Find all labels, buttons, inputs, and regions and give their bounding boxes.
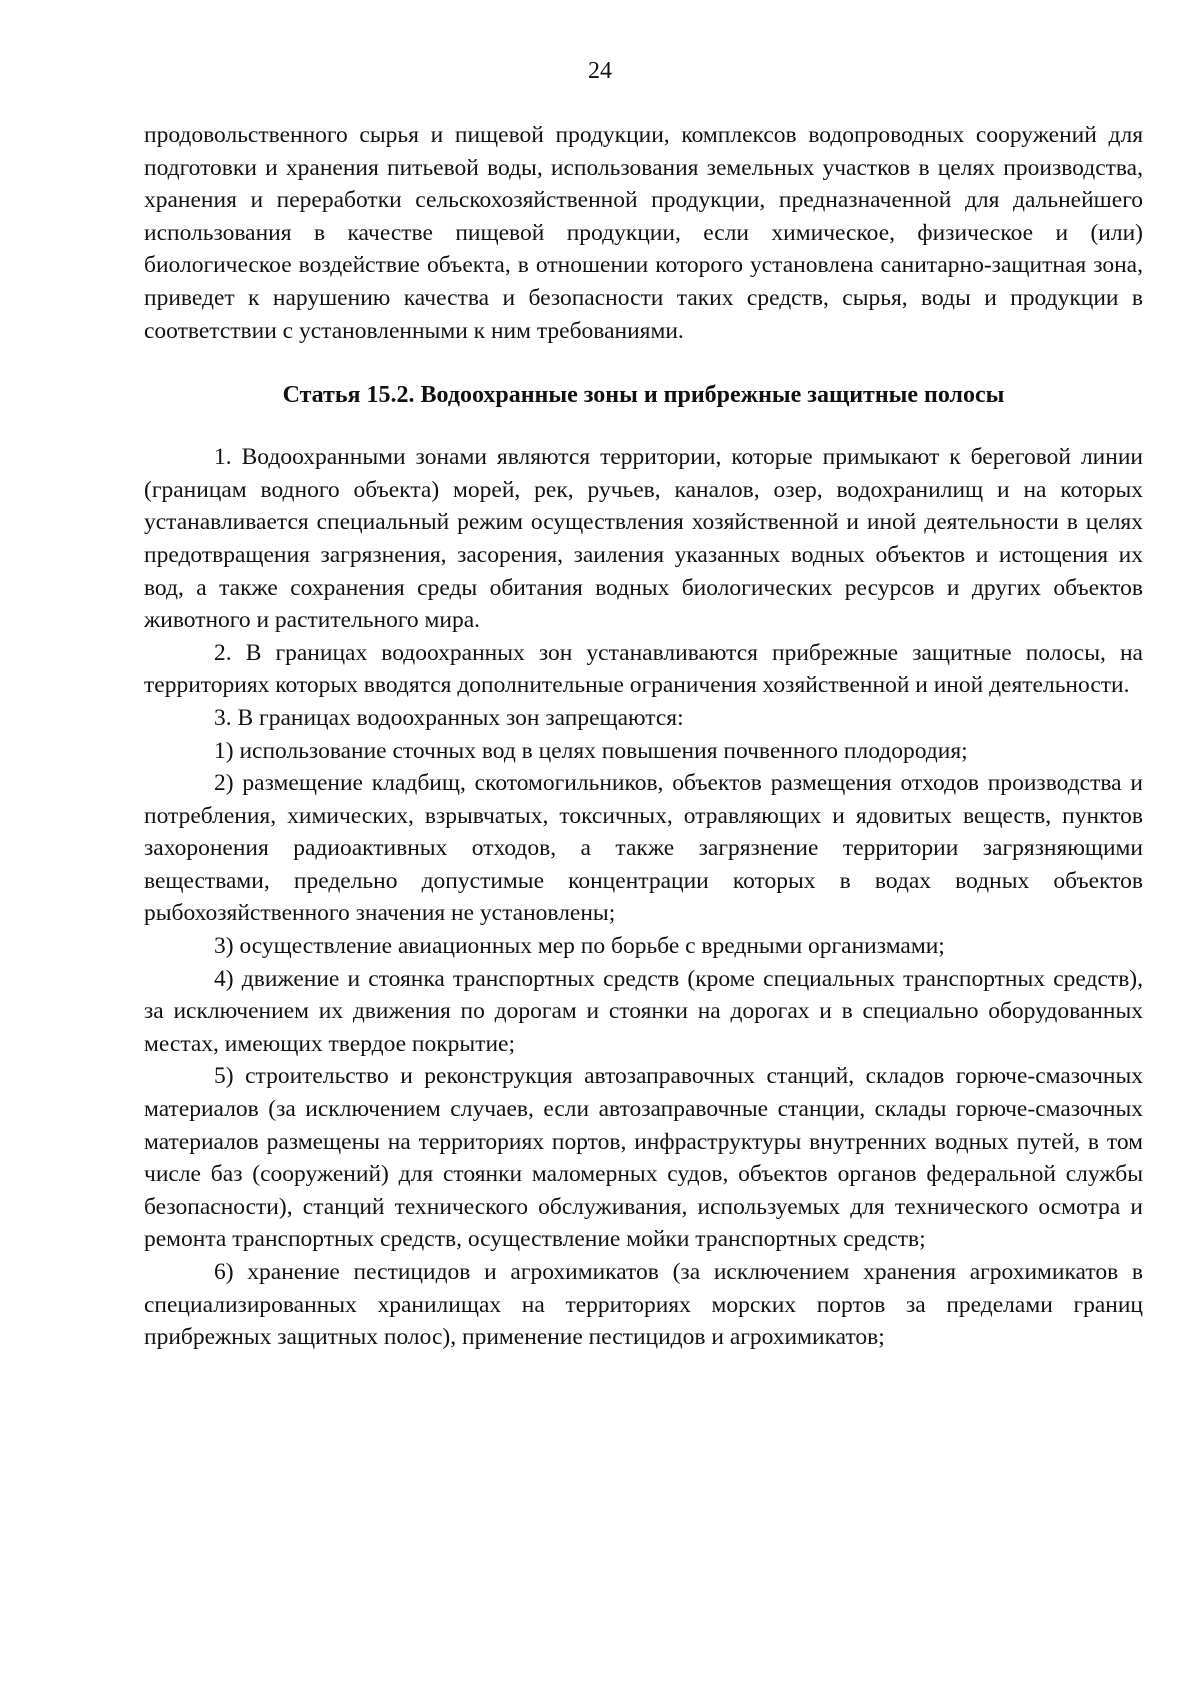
list-item-1: 1) использование сточных вод в целях повышения почвенного плодородия; <box>214 737 968 764</box>
list-item-3: 3) осуществление авиационных мер по борьбе с вредными организмами; <box>214 933 945 960</box>
list-item-6: 6) хранение пестицидов и агрохимикатов (за исключением хранения агрохимикатов в специализированных хранилищах на территориях морских портов за пределами границ прибрежных защитных полос), применение пестицидов и агрохимикатов; <box>144 1259 1143 1351</box>
paragraph-3: 3. В границах водоохранных зон запрещаются: <box>214 704 684 731</box>
list-item-4: 4) движение и стоянка транспортных средств (кроме специальных транспортных средств), за исключением их движения по дорогам и стоянки на дорогах и в специально оборудованных местах, имеющих твердое покрытие; <box>144 965 1143 1057</box>
paragraph-2: 2. В границах водоохранных зон устанавливаются прибрежные защитные полосы, на территориях которых вводятся дополнительные ограничения хозяйственной и иной деятельности. <box>144 639 1143 699</box>
page-number: 24 <box>588 58 612 84</box>
paragraph-1: 1. Водоохранными зонами являются территории, которые примыкают к береговой линии (границам водного объекта) морей, рек, ручьев, каналов, озер, водохранилищ и на которых устанавливается специальный режим осуществления хозяйственной и иной деятельности в целях предотвращения загрязнения, засорения, заиления указанных водных объектов и истощения их вод, а также сохранения среды обитания водных биологических ресурсов и других объектов животного и растительного мира. <box>144 444 1143 634</box>
list-item-5: 5) строительство и реконструкция автозаправочных станций, складов горюче-смазочных материалов (за исключением случаев, если автозаправочные станции, склады горюче-смазочных материалов размещены на территориях портов, инфраструктуры внутренних водных путей, в том числе баз (сооружений) для стоянки маломерных судов, объектов органов федеральной службы безопасности), станций технического обслуживания, используемых для технического осмотра и ремонта транспортных средств, осуществление мойки транспортных средств; <box>144 1063 1143 1253</box>
intro-paragraph: продовольственного сырья и пищевой продукции, комплексов водопроводных сооружений для подготовки и хранения питьевой воды, использования земельных участков в целях производства, хранения и переработки сельскохозяйственной продукции, предназначенной для дальнейшего использования в качестве пищевой продукции, если химическое, физическое и (или) биологическое воздействие объекта, в отношении которого установлена санитарно-защитная зона, приведет к нарушению качества и безопасности таких средств, сырья, воды и продукции в соответствии с установленными к ним требованиями. <box>144 122 1143 344</box>
list-item-2: 2) размещение кладбищ, скотомогильников, объектов размещения отходов производства и потребления, химических, взрывчатых, токсичных, отравляющих и ядовитых веществ, пунктов захоронения радиоактивных отходов, а также загрязнение территории загрязняющими веществами, предельно допустимые концентрации которых в водах водных объектов рыбохозяйственного значения не установлены; <box>144 770 1143 927</box>
article-heading: Статья 15.2. Водоохранные зоны и прибрежные защитные полосы <box>282 382 1005 409</box>
document-body <box>144 119 1143 1354</box>
